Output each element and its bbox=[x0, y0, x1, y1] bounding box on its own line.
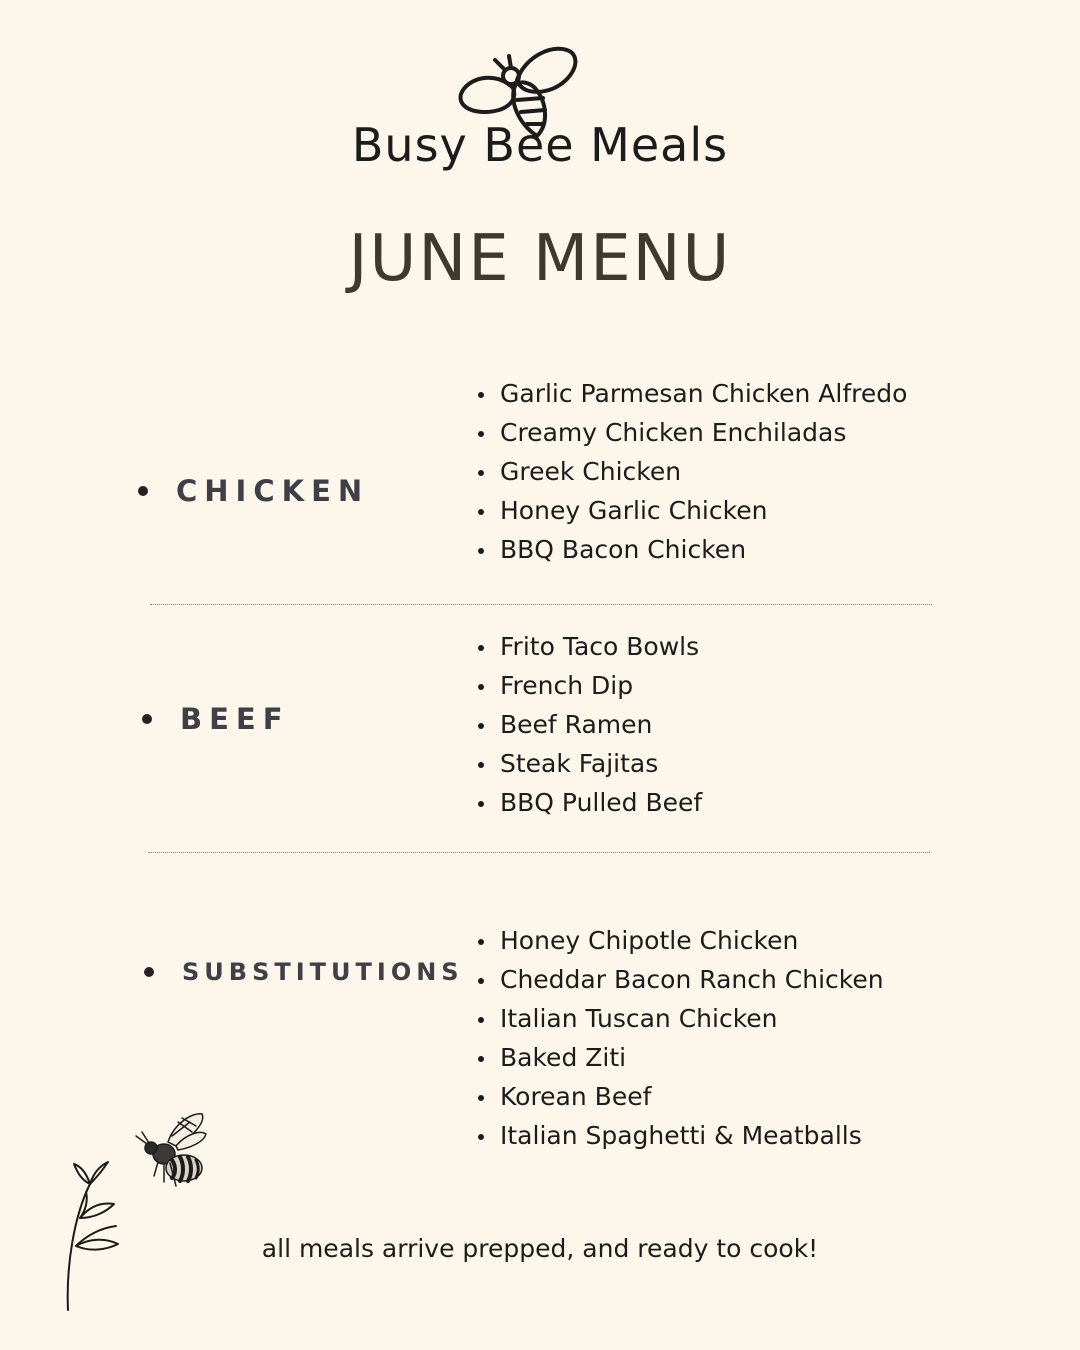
footer-note: all meals arrive prepped, and ready to cook! bbox=[261, 1234, 819, 1263]
section-divider bbox=[150, 604, 932, 605]
list-item: Garlic Parmesan Chicken Alfredo bbox=[478, 374, 907, 413]
category-label: BEEF bbox=[180, 702, 290, 736]
list-item: Baked Ziti bbox=[478, 1038, 884, 1077]
list-item: Greek Chicken bbox=[478, 452, 907, 491]
list-item: Creamy Chicken Enchiladas bbox=[478, 413, 907, 452]
category-chicken bbox=[138, 474, 369, 508]
category-label: SUBSTITUTIONS bbox=[182, 958, 464, 986]
page-title: JUNE MENU bbox=[348, 222, 732, 296]
bee-illustration-icon bbox=[132, 1108, 212, 1192]
list-item: Steak Fajitas bbox=[478, 744, 702, 783]
list-item: Cheddar Bacon Ranch Chicken bbox=[478, 960, 884, 999]
list-item: Honey Garlic Chicken bbox=[478, 491, 907, 530]
list-item: Beef Ramen bbox=[478, 705, 702, 744]
list-item: BBQ Pulled Beef bbox=[478, 783, 702, 822]
list-item: Italian Tuscan Chicken bbox=[478, 999, 884, 1038]
category-beef bbox=[142, 702, 290, 736]
brand-name: Busy Bee Meals bbox=[351, 118, 729, 172]
list-item: Italian Spaghetti & Meatballs bbox=[478, 1116, 884, 1155]
substitutions-item-list bbox=[478, 921, 884, 1155]
section-divider bbox=[148, 852, 930, 853]
bullet-icon bbox=[142, 714, 152, 724]
beef-item-list bbox=[478, 627, 702, 822]
list-item: French Dip bbox=[478, 666, 702, 705]
category-label: CHICKEN bbox=[176, 474, 370, 508]
bullet-icon bbox=[138, 486, 148, 496]
list-item: Frito Taco Bowls bbox=[478, 627, 702, 666]
list-item: BBQ Bacon Chicken bbox=[478, 530, 907, 569]
bullet-icon bbox=[144, 967, 154, 977]
list-item: Honey Chipotle Chicken bbox=[478, 921, 884, 960]
list-item: Korean Beef bbox=[478, 1077, 884, 1116]
chicken-item-list bbox=[478, 374, 907, 569]
brand-logo bbox=[0, 40, 1080, 180]
category-substitutions bbox=[144, 958, 464, 986]
